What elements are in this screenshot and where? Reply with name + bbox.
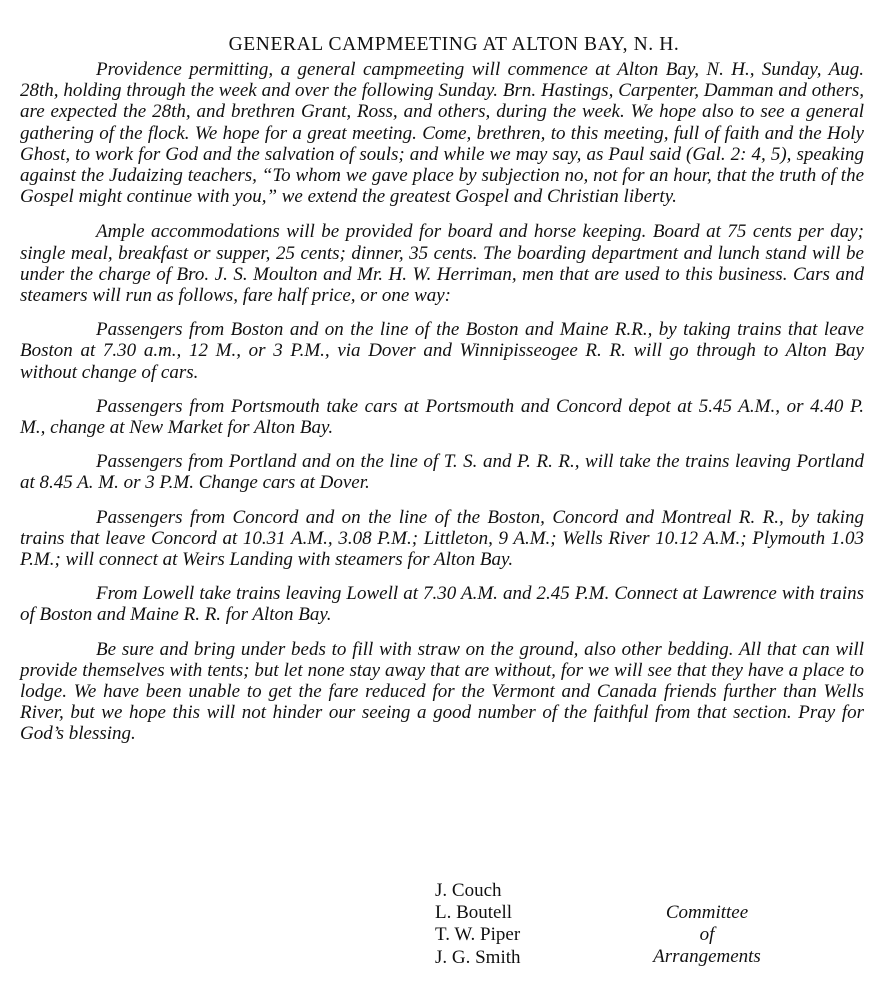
signatory-name: J. G. Smith [435, 946, 521, 968]
signatory-name: J. Couch [435, 880, 502, 901]
signatory-list [435, 880, 521, 969]
committee-line: Committee [665, 902, 749, 923]
paragraph-portland-trains: Passengers from Portland and on the line of T. S. and P. R. R., will take the trains leaving Portland at 8.45 A. M. or 3 P.M. Change cars at Dover. [20, 451, 864, 494]
signatory-name: T. W. Piper [435, 924, 521, 946]
signatory-name: L. Boutell [435, 902, 513, 924]
signature-block [435, 880, 815, 980]
paragraph-portsmouth-trains: Passengers from Portsmouth take cars at Portsmouth and Concord depot at 5.45 A.M., or 4.40 P. M., change at New Market for Alton Bay. [20, 395, 864, 439]
committee-label [632, 902, 782, 969]
paragraph-boston-trains: Passengers from Boston and on the line of the Boston and Maine R.R., by taking trains that leave Boston at 7.30 a.m., 12 M., or 3 P.M., via Dover and Winnipisseogee R. R. will go through to Alton Bay without change of cars. [20, 319, 864, 383]
paragraph-announcement: Providence permitting, a general campmeeting will commence at Alton Bay, N. H., Sunday, Aug. 28th, holding through the week and over the following Sunday. Brn. Hastings, Carpenter, Damman and others, are expected the 28th, and brethren Grant, Ross, and others, during the week. We hope also to see a general gathering of the flock. We hope for a great meeting. Come, brethren, to this meeting, full of faith and the Holy Ghost, to work for God and the salvation of souls; and while we may say, as Paul said (Gal. 2: 4, 5), speaking against the Judaizing teachers, “To whom we gave place by subjection no, not for an hour, that the truth of the Gospel might continue with you,” we extend the greatest Gospel and Christian liberty. [20, 59, 864, 208]
committee-line: Arrangements [653, 946, 761, 968]
paragraph-accommodations: Ample accommodations will be provided for board and horse keeping. Board at 75 cents per day; single meal, breakfast or supper, 25 cents; dinner, 35 cents. The boarding department and lunch stand will be under the charge of Bro. J. S. Moulton and Mr. H. W. Herriman, men that are used to this business. Cars and steamers will run as follows, fare half price, or one way: [20, 221, 864, 307]
document-title: GENERAL CAMPMEETING AT ALTON BAY, N. H. [228, 34, 680, 55]
paragraph-concord-trains: Passengers from Concord and on the line of the Boston, Concord and Montreal R. R., by taking trains that leave Concord at 10.31 A.M., 3.08 P.M.; Littleton, 9 A.M.; Wells River 10.12 A.M.; Plymouth 1.03 P.M.; will connect at Weirs Landing with steamers for Alton Bay. [20, 506, 864, 571]
paragraph-lowell-trains: From Lowell take trains leaving Lowell at 7.30 A.M. and 2.45 P.M. Connect at Lawrence with trains of Boston and Maine R. R. for Alton Bay. [20, 583, 864, 626]
paragraph-bedding-and-closing: Be sure and bring under beds to fill with straw on the ground, also other bedding. All that can will provide themselves with tents; but let none stay away that are without, for we will see that they have a place to lodge. We have been unable to get the fare reduced for the Vermont and Canada friends further than Wells River, but we hope this will not hinder our seeing a good number of the faithful from that section. Pray for God’s blessing. [20, 638, 864, 745]
committee-line: of [699, 924, 715, 946]
document-page [20, 34, 864, 758]
